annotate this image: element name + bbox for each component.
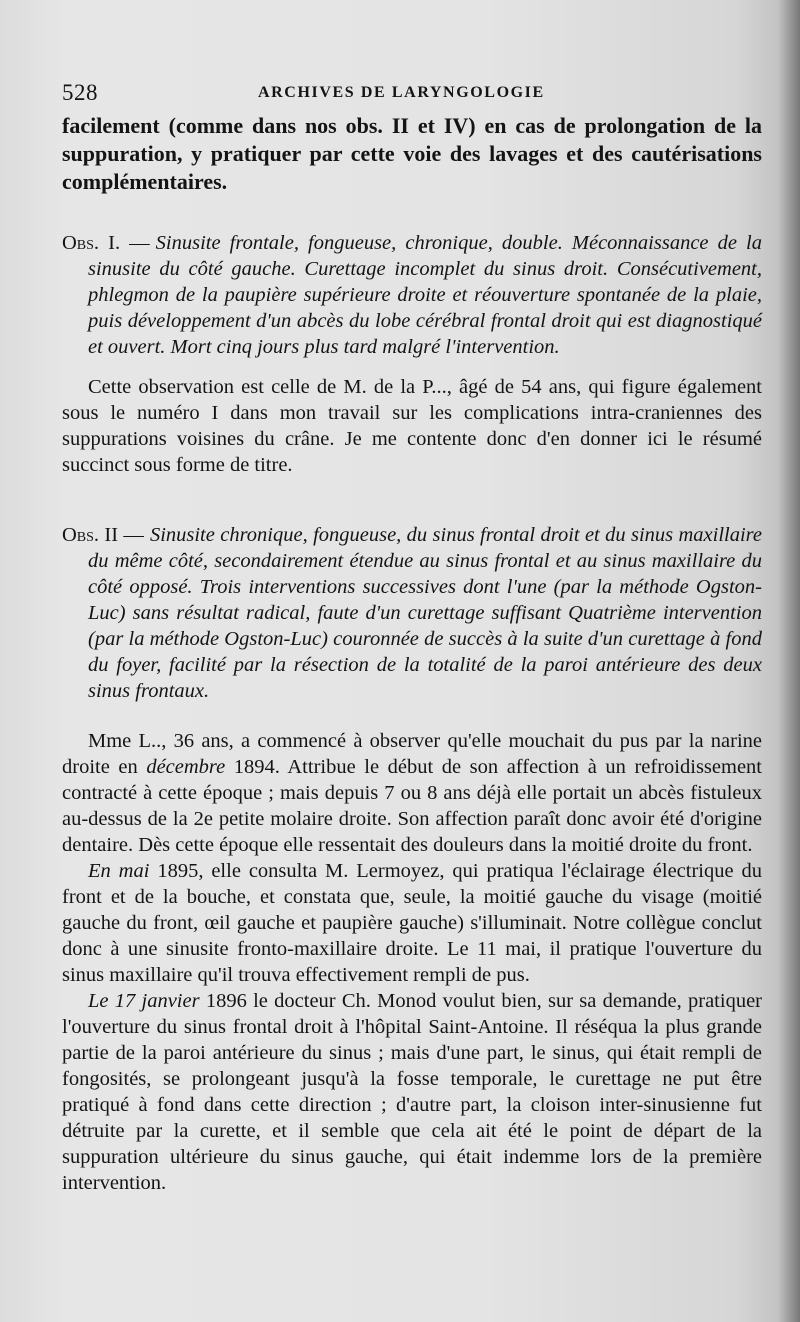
obs2-p1-italic: décembre (146, 756, 226, 778)
obs1-paragraph: Cette observation est celle de M. de la P..., âgé de 54 ans, qui figure également sous le numéro I dans mon travail sur les complications intra-craniennes des suppurations voisines du crâne. Je me contente donc d'en donner ici le résumé succinct sous forme de titre. (62, 376, 762, 476)
obs2-p1-pre: Mme L.., 36 ans, a commencé à observer qu'elle mouchait du pus par la narine droite en (62, 730, 762, 778)
obs1-title (62, 230, 762, 360)
obs2-p2-post: 1895, elle consulta M. Lermoyez, qui pratiqua l'éclairage électrique du front et de la bouche, et constata que, seule, la moitié gauche du visage (moitié gauche du front, œil gauche et paupière gauche) s'illuminait. Notre collègue conclut donc à une sinusite fronto-maxillaire droite. Le 11 mai, il pratique l'ouverture du sinus maxillaire qu'il trouva effectivement rempli de pus. (62, 860, 762, 986)
page-number: 528 (62, 80, 98, 105)
obs2-p3-italic: Le 17 janvier (88, 990, 200, 1012)
page-content (62, 112, 762, 1196)
obs1-label: Obs. I. — (62, 232, 150, 254)
page-header (62, 80, 740, 110)
obs2-p1-post: 1894. Attribue le début de son affection à un refroidissement contracté à cette époque ; mais depuis 7 ou 8 ans déjà elle portait un abcès fistuleux au-dessus de la 2e petite molaire droite. Son affection paraît donc avoir été d'origine dentaire. Dès cette époque elle ressentait des douleurs dans la moitié droite du front. (62, 756, 762, 856)
obs2-title (62, 522, 762, 704)
obs2-label: Obs. II — (62, 524, 144, 546)
obs2-title-text: Sinusite chronique, fongueuse, du sinus frontal droit et du sinus maxillaire du même côté, secondairement étendue au sinus frontal et au sinus maxillaire du côté opposé. Trois interventions successives dont l'une (par la méthode Ogston-Luc) sans résultat radical, faute d'un curettage suffisant Quatrième intervention (par la méthode Ogston-Luc) couronnée de succès à la suite d'un curettage à fond du foyer, facilité par la résection de la totalité de la paroi antérieure des deux sinus frontaux. (88, 524, 762, 702)
obs2-p3-post: 1896 le docteur Ch. Monod voulut bien, sur sa demande, pratiquer l'ouverture du sinus frontal droit à l'hôpital Saint-Antoine. Il réséqua la plus grande partie de la paroi antérieure du sinus ; mais d'une part, le sinus, qui était rempli de fongosités, se prolongeant jusqu'à la fosse temporale, le curettage ne put être pratiqué à fond dans cette direction ; d'autre part, la cloison inter-sinusienne fut détruite par la curette, et il semble que cela ait été le point de départ de la suppuration ultérieure du sinus gauche, qui était indemme lors de la première intervention. (62, 990, 763, 1194)
obs2-paragraph-2 (62, 858, 762, 988)
obs2-paragraph-1 (62, 728, 762, 858)
obs1-title-text: Sinusite frontale, fongueuse, chronique, double. Méconnaissance de la sinusite du côté gauche. Curettage incomplet du sinus droit. Consécutivement, phlegmon de la paupière supérieure droite et réouverture spontanée de la plaie, puis développement d'un abcès du lobe cérébral frontal droit qui est diagnostiqué et ouvert. Mort cinq jours plus tard malgré l'intervention. (88, 232, 762, 358)
obs2-paragraph-3 (62, 988, 762, 1196)
intro-paragraph: facilement (comme dans nos obs. II et IV) en cas de prolongation de la suppuration, y pratiquer par cette voie des lavages et des cautérisations complémentaires. (62, 113, 762, 194)
running-title: ARCHIVES DE LARYNGOLOGIE (258, 84, 545, 101)
obs2-p2-italic: En mai (88, 860, 150, 882)
